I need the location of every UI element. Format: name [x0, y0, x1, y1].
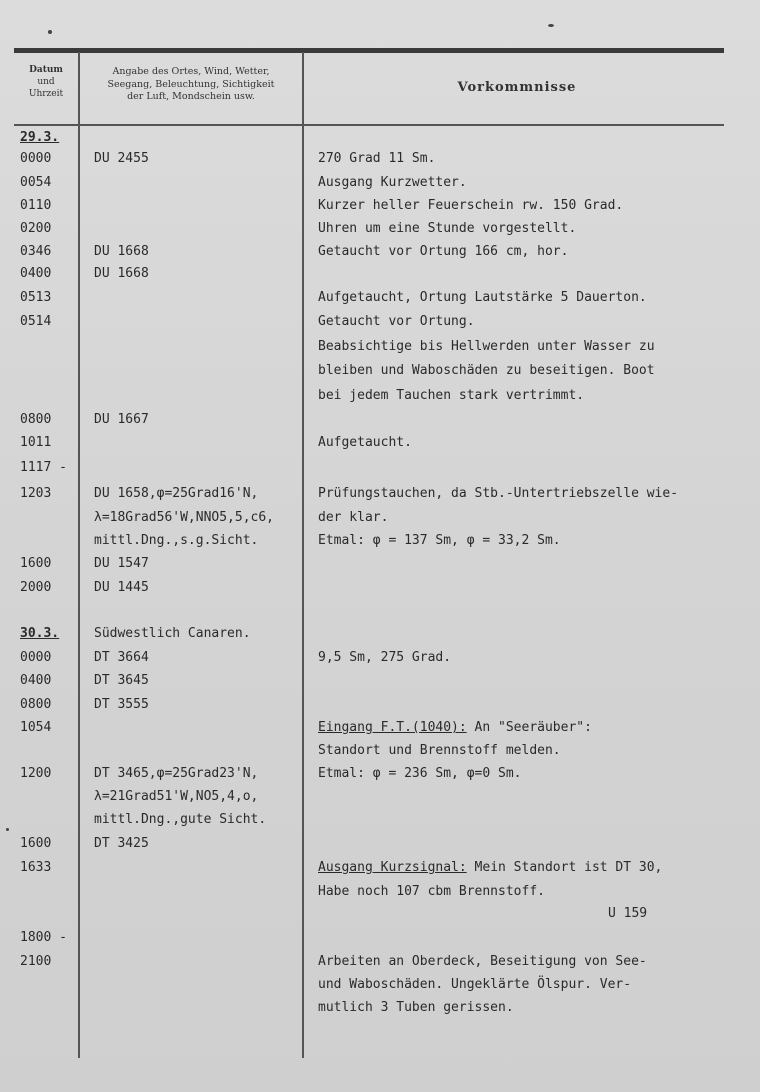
log-event: Eingang F.T.(1040): An "Seeräuber": [318, 720, 592, 735]
log-place: DU 1658,φ=25Grad16'N, [94, 486, 259, 501]
log-place: mittl.Dng.,gute Sicht. [94, 812, 267, 827]
log-place: DU 1668 [94, 266, 149, 281]
header-events-column: Vorkommnisse [457, 80, 577, 95]
speck [48, 30, 52, 34]
log-place: DT 3465,φ=25Grad23'N, [94, 766, 259, 781]
header-place-line2: Seegang, Beleuchtung, Sichtigkeit [107, 78, 275, 90]
header-place-line3: der Luft, Mondschein usw. [127, 91, 255, 102]
log-place: DU 1667 [94, 412, 149, 427]
log-place: mittl.Dng.,s.g.Sicht. [94, 533, 259, 548]
log-place: λ=21Grad51'W,NO5,4,o, [94, 789, 259, 804]
log-event: Aufgetaucht. [318, 435, 412, 450]
log-event: Ausgang Kurzwetter. [318, 175, 467, 190]
log-time: 0514 [20, 314, 52, 329]
log-time: 0346 [20, 244, 52, 259]
log-event: Habe noch 107 cbm Brennstoff. [318, 884, 545, 899]
header-place-line1: Angabe des Ortes, Wind, Wetter, [112, 66, 270, 77]
header-rule [14, 124, 724, 126]
log-event: bei jedem Tauchen stark vertrimmt. [318, 388, 585, 403]
log-time: 0400 [20, 266, 52, 281]
log-date: 29.3. [20, 130, 60, 145]
log-event: der klar. [318, 510, 389, 525]
log-event: Ausgang Kurzsignal: Mein Standort ist DT 30, [318, 860, 663, 875]
speck [548, 24, 554, 27]
log-place: λ=18Grad56'W,NNO5,5,c6, [94, 510, 275, 525]
speck [6, 828, 9, 831]
column-divider-2 [302, 52, 304, 1058]
log-place: DT 3645 [94, 673, 149, 688]
log-event: Arbeiten an Oberdeck, Beseitigung von See- [318, 954, 647, 969]
log-time: 1633 [20, 860, 52, 875]
header-date-sub2: Uhrzeit [28, 89, 64, 99]
log-time: 1117 - [20, 460, 67, 475]
log-time: 0000 [20, 151, 52, 166]
log-time: 0200 [20, 221, 52, 236]
top-rule [14, 48, 724, 53]
header-date-sub1: und [37, 77, 55, 87]
log-time: 0000 [20, 650, 52, 665]
log-time: 0800 [20, 697, 52, 712]
log-event: 9,5 Sm, 275 Grad. [318, 650, 452, 665]
log-time: 1011 [20, 435, 52, 450]
log-event: Getaucht vor Ortung. [318, 314, 475, 329]
log-time: 1203 [20, 486, 52, 501]
log-time: 0054 [20, 175, 52, 190]
log-place: Südwestlich Canaren. [94, 626, 251, 641]
log-event: Etmal: φ = 137 Sm, φ = 33,2 Sm. [318, 533, 561, 548]
log-event: Prüfungstauchen, da Stb.-Untertriebszelle wie- [318, 486, 679, 501]
log-time: 1600 [20, 556, 52, 571]
log-time: 1054 [20, 720, 52, 735]
log-time: 2000 [20, 580, 52, 595]
header-place-column [86, 66, 296, 104]
log-event: Standort und Brennstoff melden. [318, 743, 561, 758]
log-place: DU 2455 [94, 151, 149, 166]
log-event: Aufgetaucht, Ortung Lautstärke 5 Dauerton. [318, 290, 647, 305]
header-date-column [14, 64, 78, 100]
log-time: 1600 [20, 836, 52, 851]
log-event: und Waboschäden. Ungeklärte Ölspur. Ver- [318, 977, 632, 992]
log-time: 0110 [20, 198, 52, 213]
log-time: 1800 - [20, 930, 67, 945]
log-time: 1200 [20, 766, 52, 781]
column-divider-1 [78, 52, 80, 1058]
log-event: Getaucht vor Ortung 166 cm, hor. [318, 244, 569, 259]
log-time: 0800 [20, 412, 52, 427]
log-place: DT 3425 [94, 836, 149, 851]
log-event: U 159 [608, 906, 648, 921]
log-time: 0400 [20, 673, 52, 688]
log-event: mutlich 3 Tuben gerissen. [318, 1000, 514, 1015]
log-place: DU 1668 [94, 244, 149, 259]
log-event: Beabsichtige bis Hellwerden unter Wasser zu [318, 339, 655, 354]
log-event: 270 Grad 11 Sm. [318, 151, 436, 166]
header-date-title: Datum [29, 65, 63, 75]
log-event: bleiben und Waboschäden zu beseitigen. Boot [318, 363, 655, 378]
log-date: 30.3. [20, 626, 60, 641]
log-place: DU 1547 [94, 556, 149, 571]
log-event: Etmal: φ = 236 Sm, φ=0 Sm. [318, 766, 522, 781]
log-event: Kurzer heller Feuerschein rw. 150 Grad. [318, 198, 624, 213]
log-event: Uhren um eine Stunde vorgestellt. [318, 221, 577, 236]
log-place: DT 3555 [94, 697, 149, 712]
log-place: DU 1445 [94, 580, 149, 595]
log-time: 2100 [20, 954, 52, 969]
log-time: 0513 [20, 290, 52, 305]
log-place: DT 3664 [94, 650, 149, 665]
